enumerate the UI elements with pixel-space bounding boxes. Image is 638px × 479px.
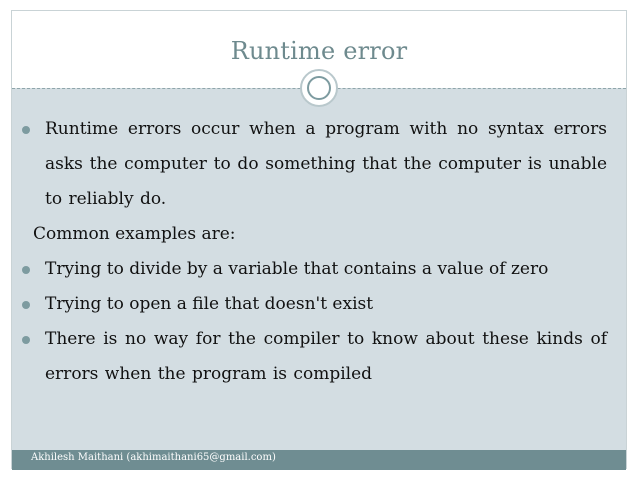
bullet-item-example-3 [22,322,607,392]
bullet-item-intro [22,112,607,217]
bullet-text-intro: Runtime errors occur when a program with no syntax errors asks the computer to do something that the computer is unable to reliably do. [45,119,607,209]
bullet-icon [22,301,30,309]
footer-author: Akhilesh Maithani (akhimaithani65@gmail.com) [31,452,276,463]
bullet-icon [22,266,30,274]
bullet-text-example-2: Trying to open a file that doesn't exist [45,294,374,314]
bullet-text-example-1: Trying to divide by a variable that contains a value of zero [45,259,549,279]
subheading: Common examples are: [33,224,236,244]
slide-body [22,112,607,392]
bullet-icon [22,126,30,134]
bullet-item-example-1 [22,252,607,287]
slide-title: Runtime error [230,37,408,65]
bullet-item-example-2 [22,287,607,322]
bullet-icon [22,336,30,344]
bullet-text-example-3: There is no way for the compiler to know about these kinds of errors when the program is compiled [45,329,607,384]
divider-ring-inner [307,76,331,100]
